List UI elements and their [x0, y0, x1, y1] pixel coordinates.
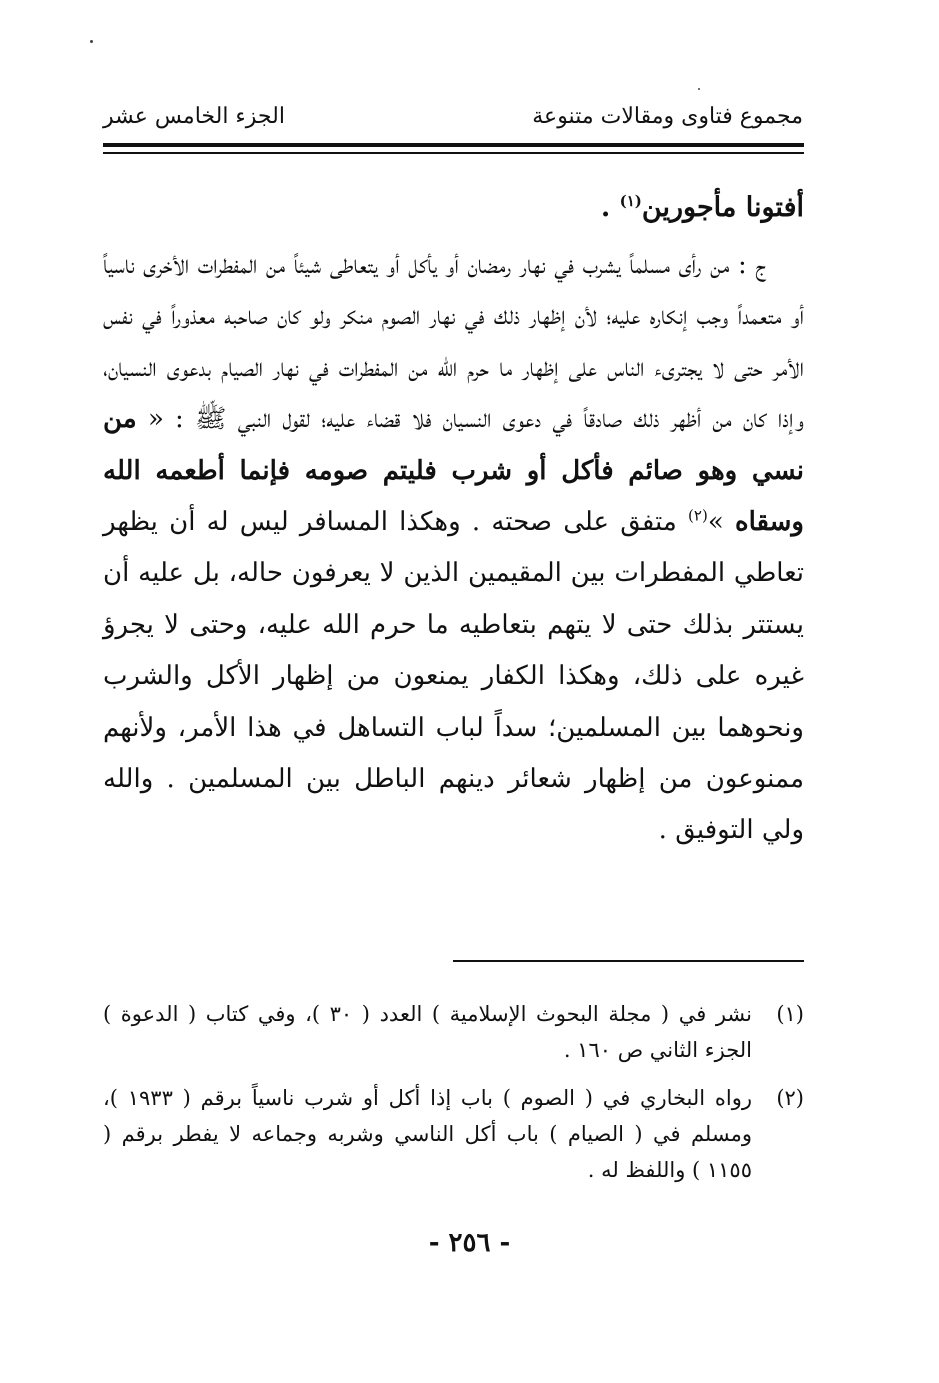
footnotes: [103, 996, 804, 1200]
footnote-ref-2: (٢): [688, 506, 708, 525]
footnote-ref-1: (١): [619, 192, 642, 210]
page-number: - ٢٥٦ -: [428, 1228, 511, 1258]
hadith-quote: من نسي وهو صائم فأكل أو شرب فليتم صومه فإنما أطعمه الله وسقاه: [103, 404, 804, 538]
header-rule-thick: [103, 143, 804, 147]
footnote-number: (١): [776, 1002, 804, 1026]
scan-speck: [698, 88, 700, 90]
scan-speck: [90, 40, 93, 43]
footnote-item: [103, 996, 804, 1068]
header-rule-thin: [103, 152, 804, 154]
footnote-item: [103, 1080, 804, 1188]
running-header: [103, 98, 803, 138]
question-tail: [601, 180, 804, 236]
answer-intro: ج : من رأى مسلماً يشرب في نهار رمضان أو يأكل أو يتعاطى شيئاً من المفطرات الأخرى ناسياً أو متعمداً وجب إنكاره عليه؛ لأن إظهار ذلك في نهار الصوم منكر ولو كان صاحبه معذوراً في نفس الأمر حتى لا يجترىء الناس على إظهار ما حرم الله من المفطرات في نهار الصيام بدعوى النسيان، وإذا كان من أظهر ذلك صادقاً في دعوى النسيان فلا قضاء عليه؛ لقول النبي ﷺ : «: [103, 250, 805, 435]
volume-title: الجزء الخامس عشر: [103, 104, 285, 129]
question-text: أفتونا مأجورين: [641, 192, 804, 223]
hadith-close: »: [707, 507, 724, 538]
footnote-text: نشر في ( مجلة البحوث الإسلامية ) العدد ( ٣٠ )، وفي كتاب ( الدعوة ) الجزء الثاني ص ١٦٠ .: [103, 1002, 752, 1062]
footnote-number: (٢): [776, 1086, 804, 1110]
footnote-separator: [453, 960, 804, 962]
footnote-text: رواه البخاري في ( الصوم ) باب إذا أكل أو شرب ناسياً برقم ( ١٩٣٣ )، ومسلم في ( الصيام ) باب أكل الناسي وشربه وجماعه لا يفطر برقم ( ١١٥٥ ) واللفظ له .: [103, 1086, 752, 1182]
answer-rest: متفق على صحته . وهكذا المسافر ليس له أن يظهر تعاطي المفطرات بين المقيمين الذين لا يعرفون حاله، بل عليه أن يستتر بذلك حتى لا يتهم بتعاطيه ما حرم الله عليه، وحتى لا يجرؤ غيره على ذلك، وهكذا الكفار يمنعون من إظهار الأكل والشرب ونحوهما بين المسلمين؛ سداً لباب التساهل في هذا الأمر، ولأنهم ممنوعون من إظهار شعائر دينهم الباطل بين المسلمين . والله ولي التوفيق .: [103, 507, 804, 846]
series-title: مجموع فتاوى ومقالات متنوعة: [532, 104, 803, 129]
question-end: .: [600, 192, 611, 223]
answer-paragraph: [103, 240, 804, 857]
